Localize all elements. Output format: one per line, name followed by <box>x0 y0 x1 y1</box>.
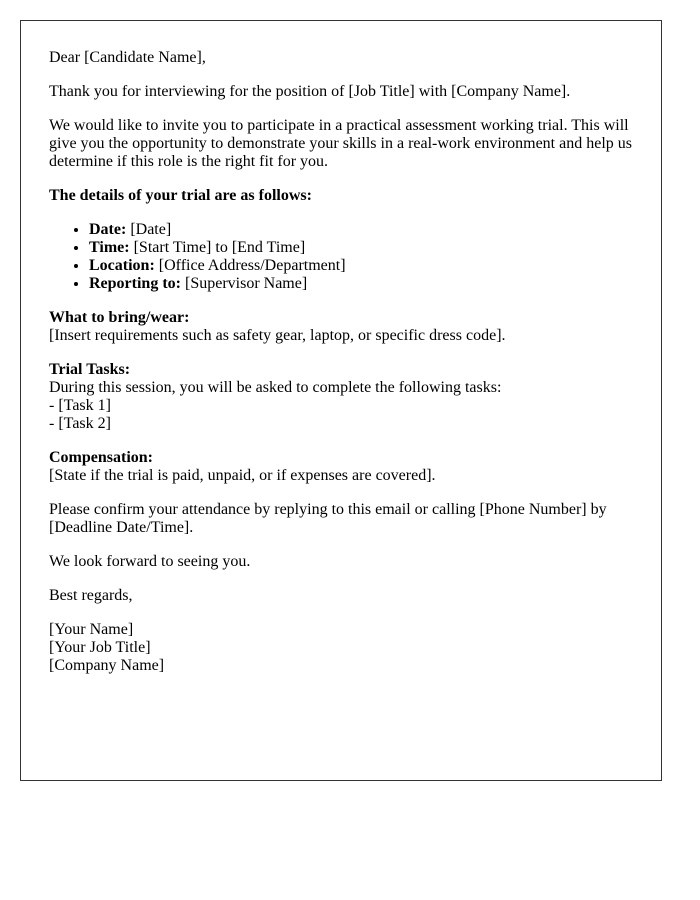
detail-time: • Time: [Start Time] to [End Time] <box>89 239 633 257</box>
signature: [Your Name] [Your Job Title] [Company Name] <box>49 621 165 674</box>
details-heading: The details of your trial are as follows: <box>49 187 312 204</box>
task-item: - [Task 1] <box>49 397 111 414</box>
detail-date: • Date: [Date] <box>89 221 633 239</box>
tasks-section: Trial Tasks: During this session, you will be asked to complete the following tasks: - [Task 1] - [Task 2] <box>49 361 502 432</box>
confirm-paragraph: Please confirm your attendance by replying to this email or calling [Phone Number] by [Deadline Date/Time]. <box>49 501 607 536</box>
bring-section: What to bring/wear: [Insert requirements such as safety gear, laptop, or specific dress code]. <box>49 309 506 344</box>
letter <box>20 20 662 781</box>
compensation-section: Compensation: [State if the trial is paid, unpaid, or if expenses are covered]. <box>49 449 436 484</box>
detail-location: • Location: [Office Address/Department] <box>89 257 633 275</box>
thanks-paragraph: Thank you for interviewing for the position of [Job Title] with [Company Name]. <box>49 83 571 100</box>
task-item: - [Task 2] <box>49 415 111 432</box>
closing-line: We look forward to seeing you. <box>49 553 251 570</box>
signoff: Best regards, <box>49 587 133 604</box>
invite-paragraph: We would like to invite you to participate in a practical assessment working trial. This will give you the opportunity to demonstrate your skills in a real-work environment and help us determine if this role is the right fit for you. <box>49 117 632 170</box>
detail-reporting: • Reporting to: [Supervisor Name] <box>89 275 633 293</box>
greeting: Dear [Candidate Name], <box>49 49 206 66</box>
details-list <box>49 221 633 293</box>
